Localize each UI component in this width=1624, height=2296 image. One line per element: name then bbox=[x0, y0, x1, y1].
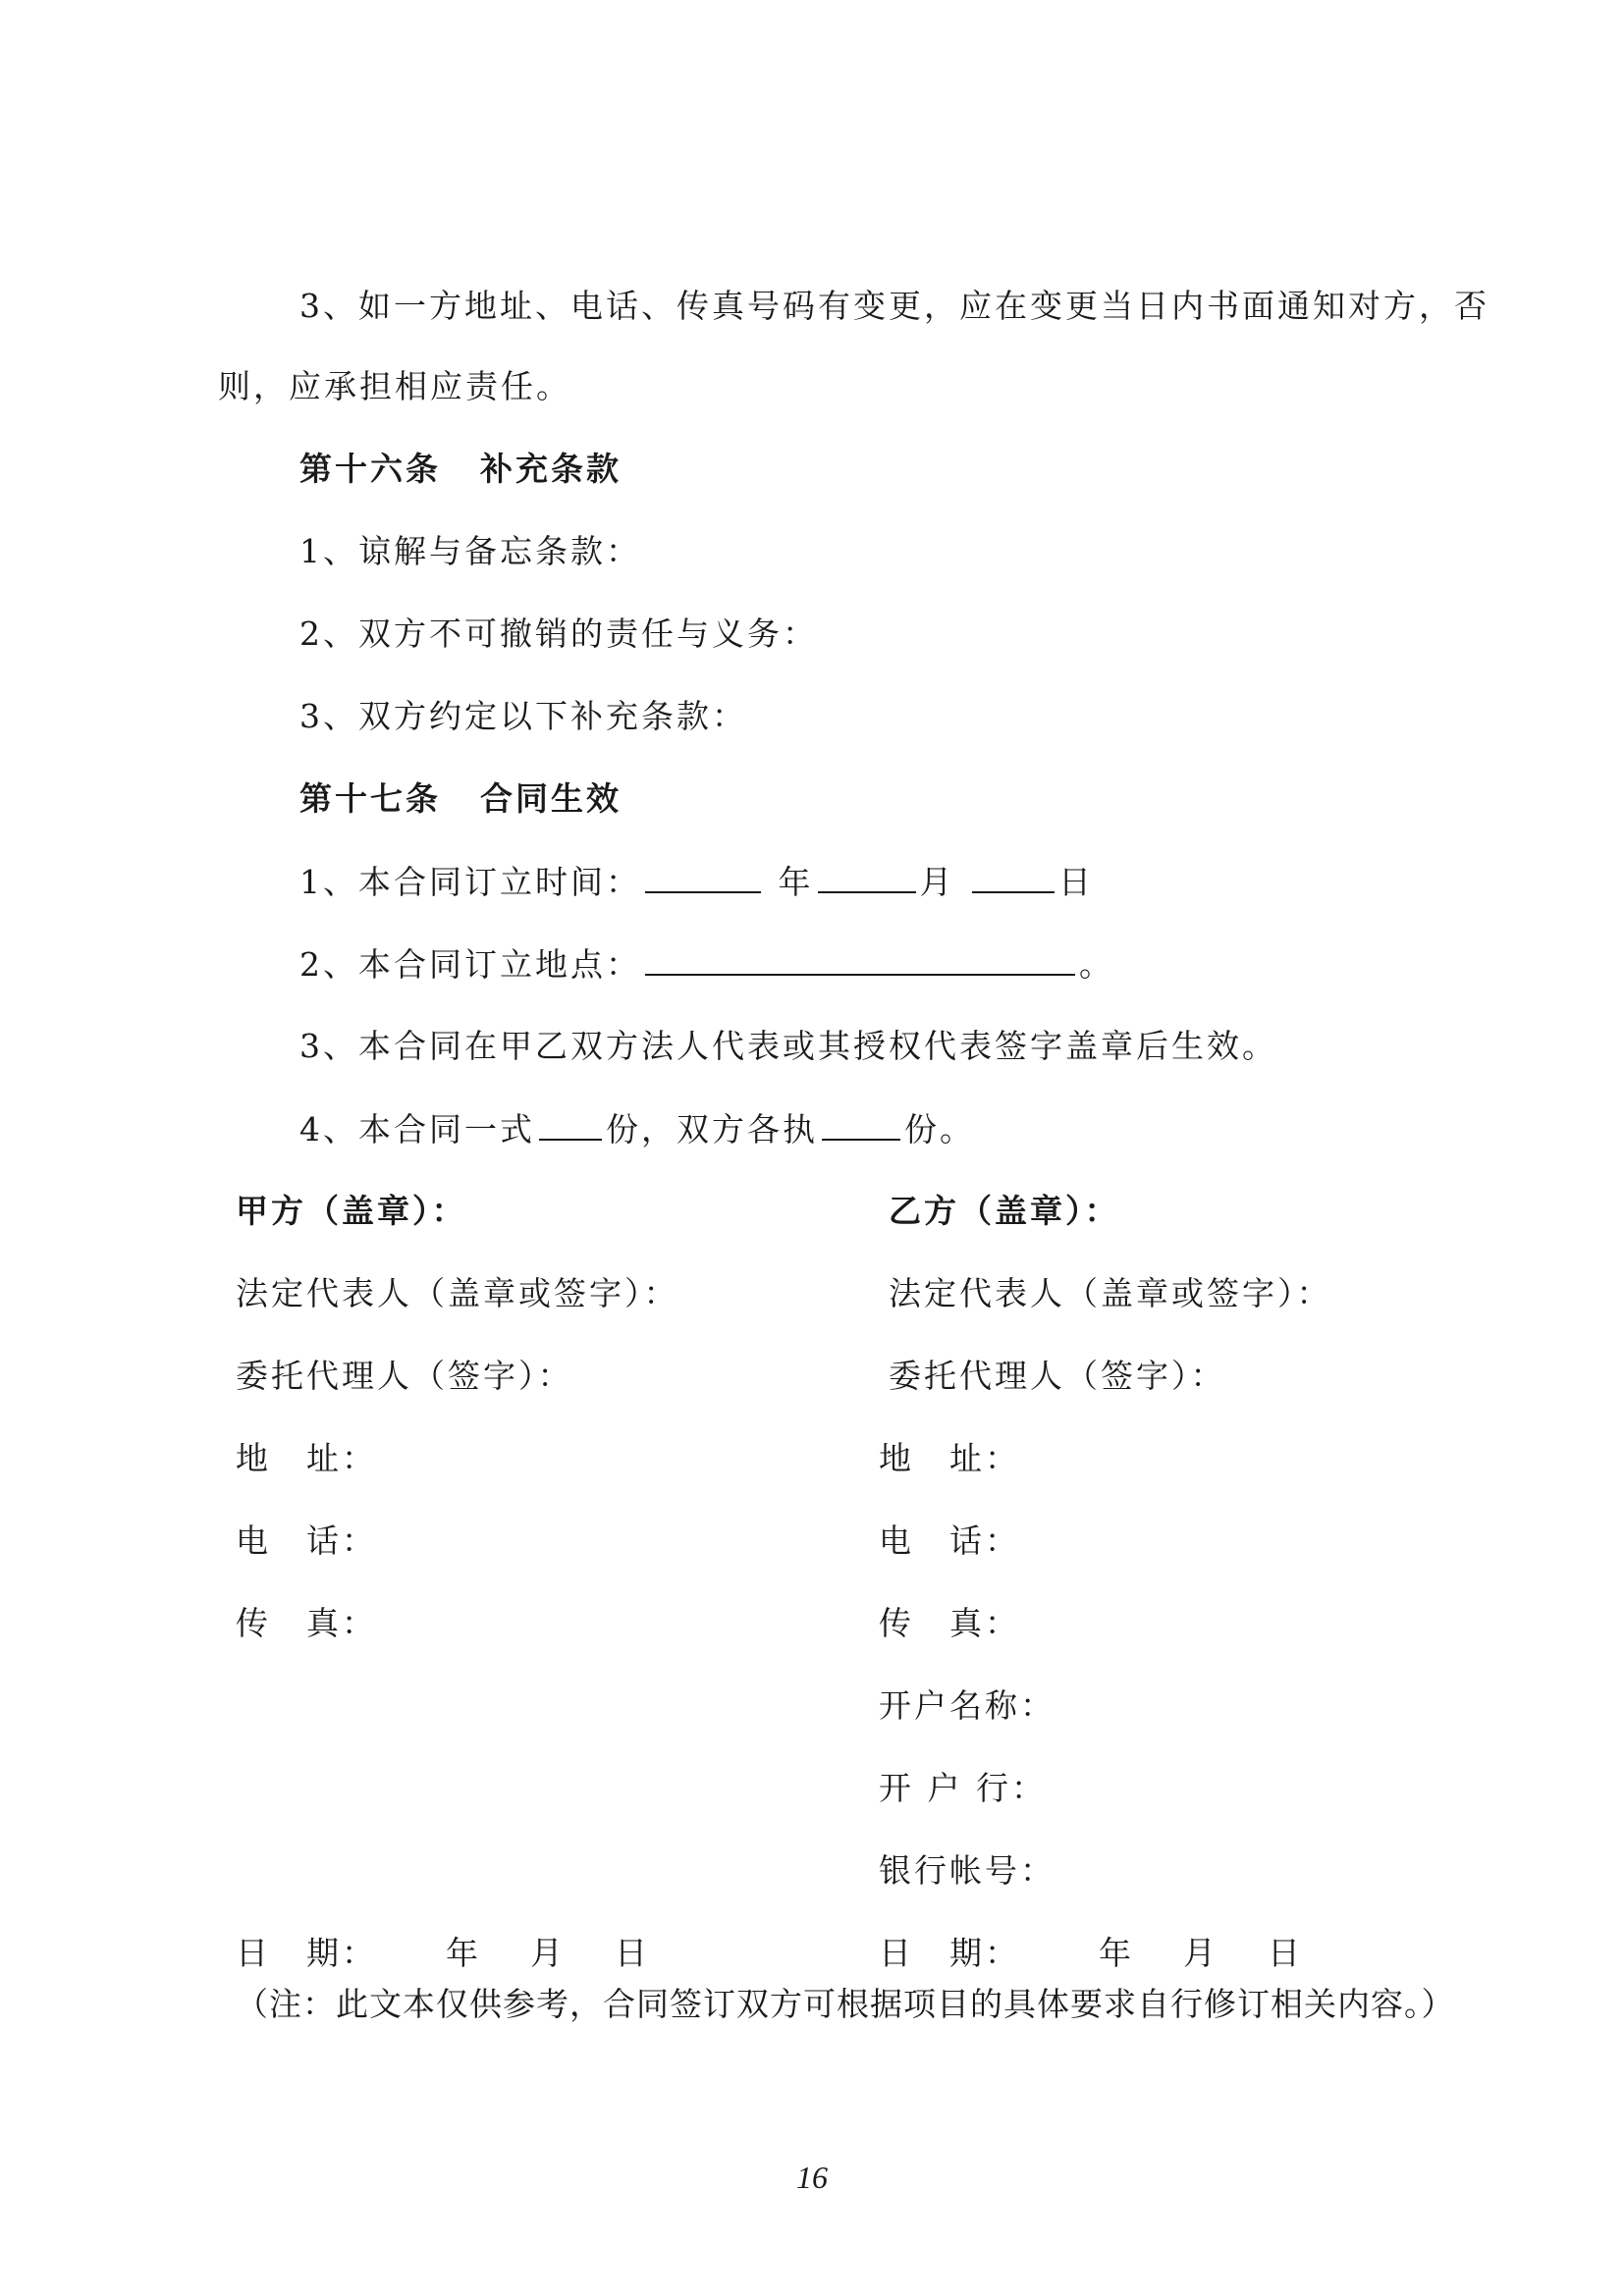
year-blank[interactable] bbox=[645, 862, 761, 893]
copies-total-blank[interactable] bbox=[539, 1109, 602, 1141]
page-number: 16 bbox=[796, 2160, 828, 2195]
party-b-address: 地 址： bbox=[879, 1439, 1020, 1477]
article-17-title: 合同生效 bbox=[480, 779, 622, 818]
party-a-fax: 传 真： bbox=[236, 1604, 377, 1642]
party-a-date: 日 期： 年 月 日 bbox=[236, 1934, 650, 1972]
place-blank[interactable] bbox=[645, 944, 1075, 976]
clause-15-item-3-line-2: 则，应承担相应责任。 bbox=[218, 367, 571, 405]
party-b-title: 乙方（盖章）： bbox=[889, 1192, 1120, 1230]
article-17-item-4: 4、本合同一式 份，双方各执 份。 bbox=[299, 1110, 975, 1148]
article-16-item-3: 3、双方约定以下补充条款： bbox=[299, 697, 747, 735]
month-blank[interactable] bbox=[818, 862, 916, 893]
party-b-agent: 委托代理人（签字）： bbox=[889, 1357, 1226, 1395]
party-a-address: 地 址： bbox=[236, 1439, 377, 1477]
article-16-number: 第十六条 bbox=[299, 450, 441, 488]
party-a-legal-rep: 法定代表人（盖章或签字）： bbox=[236, 1274, 679, 1312]
article-17-item-3: 3、本合同在甲乙双方法人代表或其授权代表签字盖章后生效。 bbox=[299, 1027, 1277, 1065]
party-b-date: 日 期： 年 月 日 bbox=[879, 1934, 1303, 1972]
article-17-item-2: 2、本合同订立地点： 。 bbox=[299, 945, 1114, 984]
party-a-phone: 电 话： bbox=[236, 1522, 377, 1560]
party-b-bank: 开 户 行： bbox=[879, 1769, 1047, 1807]
article-17-number: 第十七条 bbox=[299, 779, 441, 818]
article-17-heading bbox=[299, 779, 622, 819]
party-b-account-name: 开户名称： bbox=[879, 1686, 1056, 1725]
article-16-heading bbox=[299, 450, 622, 489]
copies-each-blank[interactable] bbox=[822, 1109, 900, 1141]
party-a-title: 甲方（盖章）： bbox=[236, 1192, 467, 1230]
party-b-account-number: 银行帐号： bbox=[879, 1851, 1056, 1890]
party-b-legal-rep: 法定代表人（盖章或签字）： bbox=[889, 1274, 1332, 1312]
party-b-phone: 电 话： bbox=[879, 1522, 1020, 1560]
footnote: （注：此文本仅供参考，合同签订双方可根据项目的具体要求自行修订相关内容。） bbox=[236, 1985, 1455, 2023]
clause-15-item-3-line-1: 3、如一方地址、电话、传真号码有变更，应在变更当日内书面通知对方，否 bbox=[299, 287, 1489, 325]
article-16-title: 补充条款 bbox=[480, 450, 622, 488]
article-16-item-2: 2、双方不可撤销的责任与义务： bbox=[299, 614, 818, 653]
article-17-item-1: 1、本合同订立时间： 年 月 日 bbox=[299, 863, 1094, 901]
party-a-agent: 委托代理人（签字）： bbox=[236, 1357, 573, 1395]
party-b-fax: 传 真： bbox=[879, 1604, 1020, 1642]
day-blank[interactable] bbox=[972, 862, 1055, 893]
article-16-item-1: 1、谅解与备忘条款： bbox=[299, 532, 641, 570]
